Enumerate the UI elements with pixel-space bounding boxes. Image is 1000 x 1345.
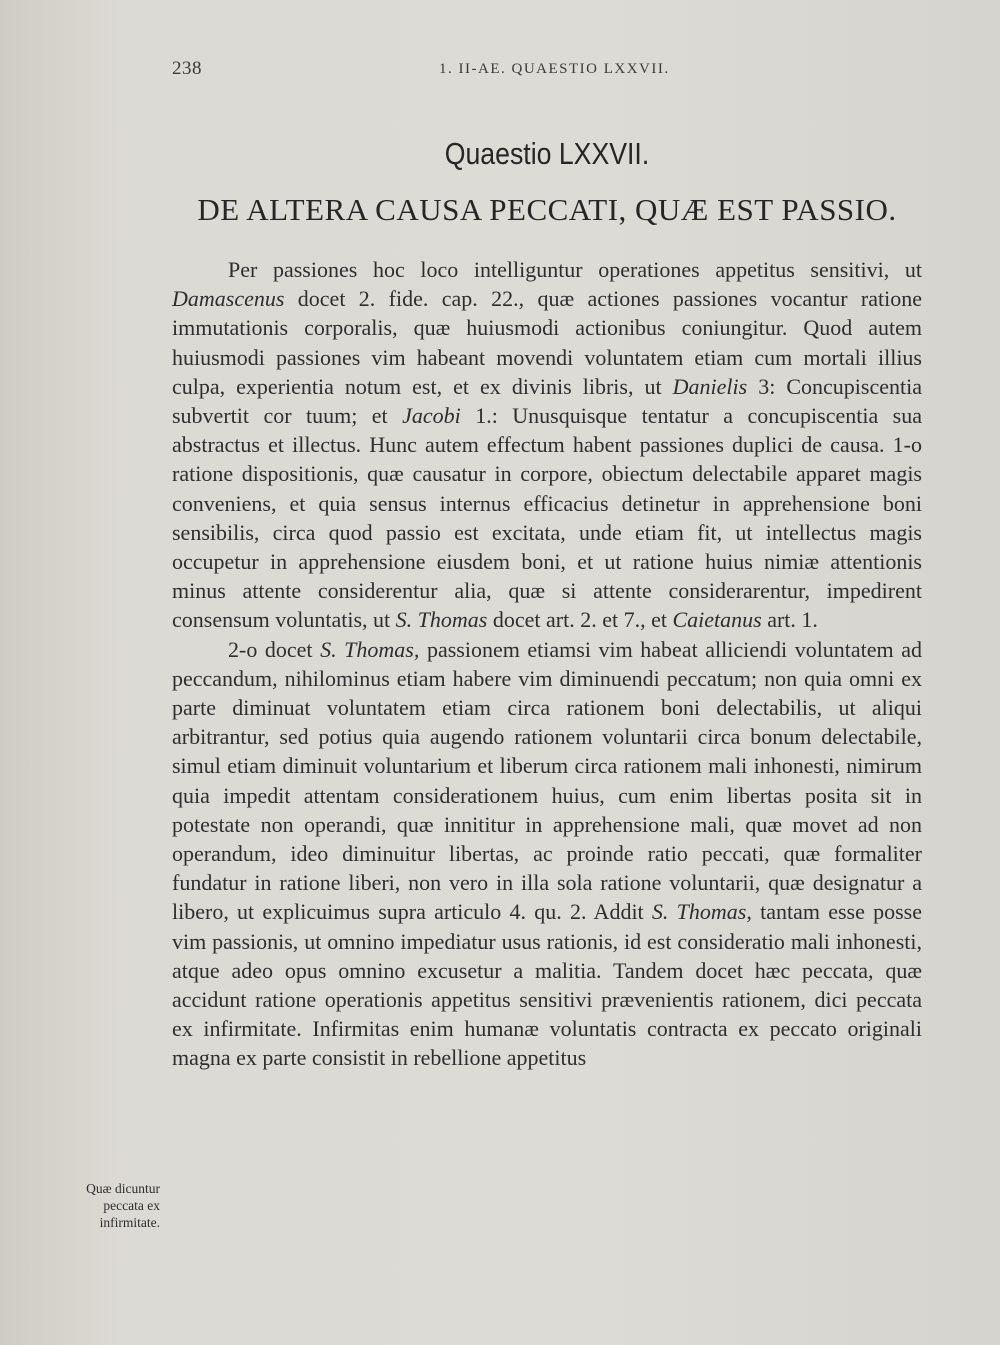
text-run: 1.: Unusquisque tentatur a concupiscentia sua abstractus et illectus. Hunc autem effectum habent passiones duplici de causa. 1-o ratione dispositionis, quæ causatur in corpore, obiectum delectabile apparet magis conveniens, et quia sensus internus efficacius detinetur in apprehensione boni sensibilis, circa quod passio est excitata, unde etiam fit, ut intellectus magis occupetur in apprehensione eiusdem boni, et ut ratione huius nimiæ attentionis minus attente considerentur alia, quæ si attente considerarentur, impedirent consensum voluntatis, ut [172,403,922,633]
text-run: art. 1. [761,607,818,633]
text-run: docet 2. fide. cap. 22., quæ actiones passiones vocantur ratione immutationis corporalis, quæ huiusmodi actionibus coniungitur. Quod autem huiusmodi passiones vim habeant movendi voluntatem etiam cum mortali illius culpa, experientia notum est, et ex divinis libris, ut [172,286,922,399]
margin-note-line: peccata ex [103,1198,160,1213]
text-run: 3: Concupiscentia subvertit cor tuum; et [172,373,922,429]
text-run: tantam esse posse vim passionis, ut omnino impediatur usus rationis, id est consideratio mali inhonesti, atque adeo opus omnino excusetur a malitia. Tandem docet hæc peccata, quæ accidunt ratione operationis appetitus sensitivi prævenientis rationem, dici peccata ex infirmitate. Infirmitas enim humanæ voluntatis contracta ex peccato originali magna ex parte consistit in rebellione appetitus [172,899,923,1071]
book-name: Jacobi [402,403,461,429]
text-run: docet art. 2. et 7., et [487,607,673,633]
page-number: 238 [172,58,202,79]
body-text [172,255,922,1073]
margin-note [58,1180,160,1231]
author-name: S. Thomas [395,607,488,633]
author-name: S. Thomas, [320,636,420,662]
margin-note-line: infirmitate. [99,1215,160,1230]
running-header [172,58,922,88]
book-name: Danielis [672,373,748,399]
question-title: Quaestio LXXVII. [444,136,650,171]
text-run: passionem etiamsi vim habeat alliciendi voluntatem ad peccandum, nihilominus etiam habere vim diminuendi peccatum; non quia omni ex parte diminuat voluntatem etiam circa rationem boni delectabilis, ut aliqui arbitrantur, sed potius quia augendo rationem voluntarii circa bonum delectabile, simul etiam diminuit voluntarium et liberum circa rationem mali inhonesti, nimirum quia impedit attentam considerationem huius, cum enim libertas posita sit in potestate non operandi, quæ innititur in apprehensione mali, quæ movet ad non operandum, ideo diminuitur libertas, ac proinde ratio peccati, quæ formaliter fundatur in ratione liberi, non vero in illa sola ratione voluntarii, quæ designatur a libero, ut explicuimus supra articulo 4. qu. 2. Addit [172,636,923,925]
paragraph-2 [172,635,922,1073]
paragraph-1 [172,255,922,635]
text-run: Per passiones hoc loco intelliguntur operationes appetitus sensitivi, ut [228,257,922,282]
author-name: Caietanus [672,607,762,633]
text-run: 2-o docet [228,636,321,662]
author-name: S. Thomas, [651,899,752,925]
running-title: 1. II-AE. QUAESTIO LXXVII. [439,61,670,77]
margin-note-line: Quæ dicuntur [86,1181,160,1196]
author-name: Damascenus [172,286,285,312]
article-title: DE ALTERA CAUSA PECCATI, QUÆ EST PASSIO. [197,192,897,227]
